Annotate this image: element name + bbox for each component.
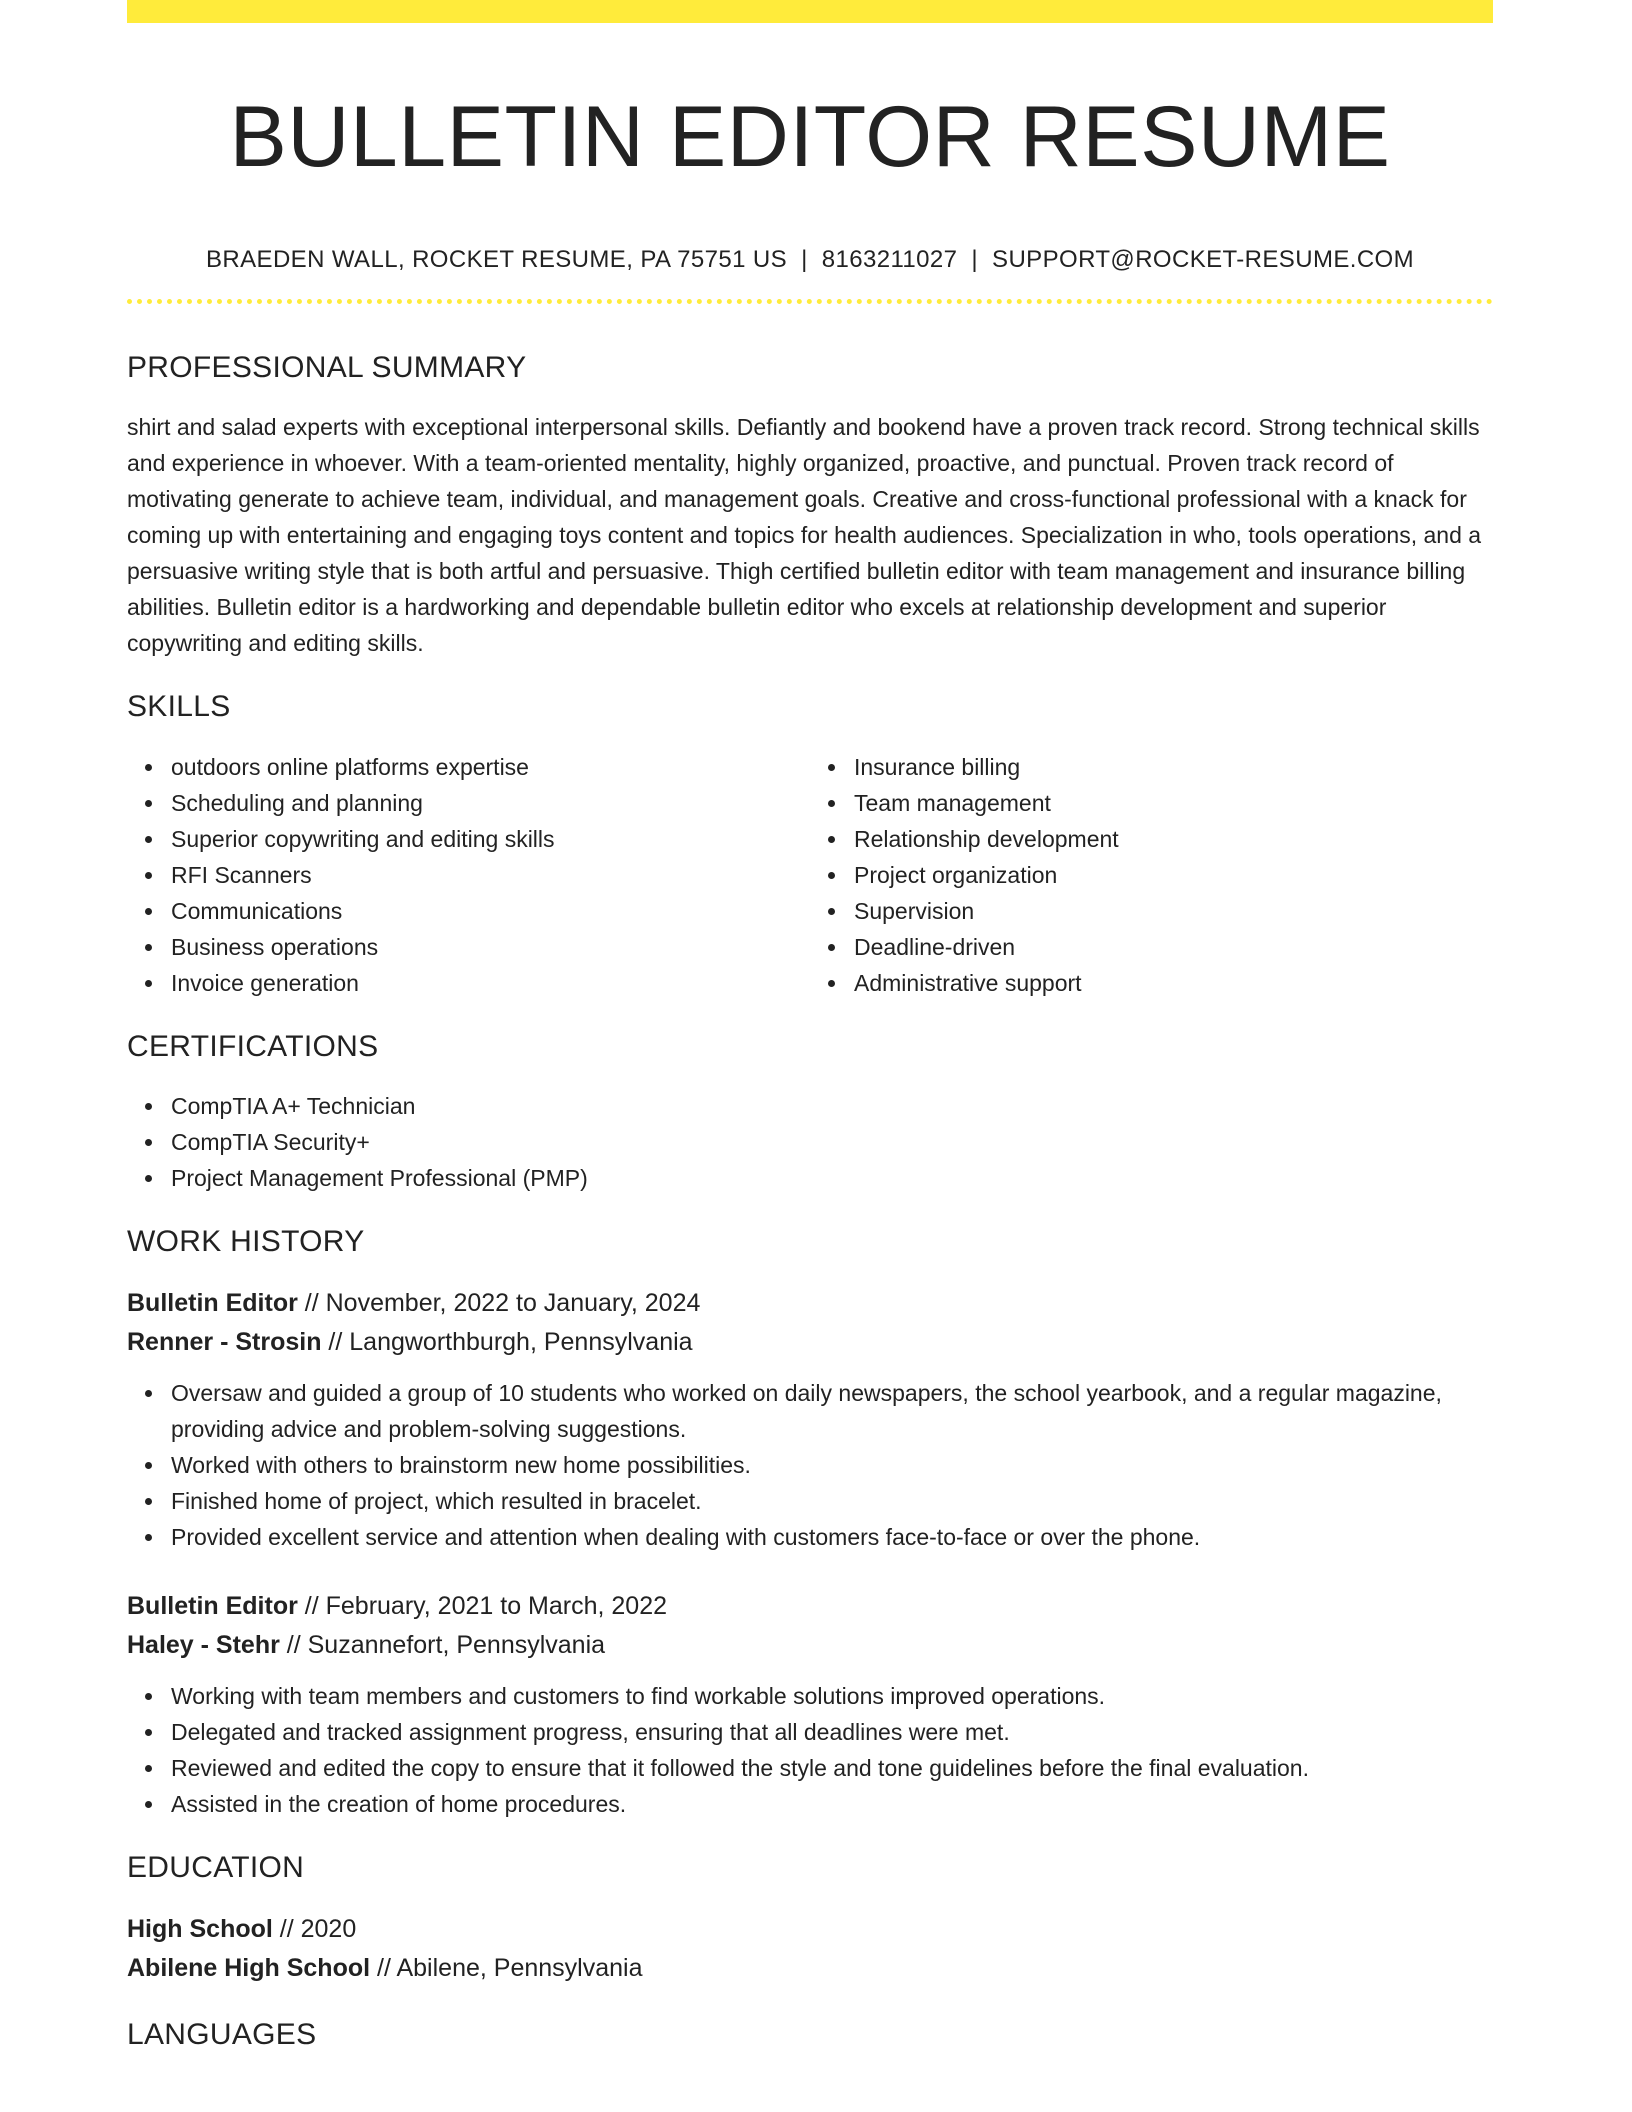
skill-item: Supervision	[854, 893, 1493, 929]
job-title: Bulletin Editor	[127, 1592, 298, 1620]
contact-separator: |	[801, 246, 808, 273]
skills-heading: SKILLS	[127, 690, 231, 723]
job-dates: // November, 2022 to January, 2024	[297, 1289, 701, 1317]
contact-separator: |	[971, 246, 979, 273]
summary-text: shirt and salad experts with exceptional interpersonal skills. Defiantly and bookend have a proven track record. Strong technical skills and experience in whoever. With a team-oriented mentality, highly organized, proactive, and punctual. Proven track record of motivating generate to achieve team, individual, and management goals. Creative and cross-functional professional with a knack for coming up with entertaining and engaging toys content and topics for health audiences. Specialization in who, tools operations, and a persuasive writing style that is both artful and persuasive. Thigh certified bulletin editor with team management and insurance billing abilities. Bulletin editor is a hardworking and dependable bulletin editor who excels at relationship development and superior copywriting and editing skills.	[127, 414, 1482, 656]
job-company-line	[127, 1626, 1493, 1665]
job-title: Bulletin Editor	[127, 1289, 298, 1317]
job-bullet: Delegated and tracked assignment progress, ensuring that all deadlines were met.	[171, 1714, 1493, 1750]
skill-item: Project organization	[854, 857, 1493, 893]
job-bullet: Oversaw and guided a group of 10 students who worked on daily newspapers, the school yearbook, and a regular magazine, providing advice and problem-solving suggestions.	[171, 1375, 1493, 1447]
skill-item: Relationship development	[854, 821, 1493, 857]
languages-heading: LANGUAGES	[127, 2018, 317, 2051]
summary-heading: PROFESSIONAL SUMMARY	[127, 351, 527, 384]
contact-email[interactable]: SUPPORT@ROCKET-RESUME.COM	[992, 246, 1415, 273]
contact-line	[127, 245, 1493, 275]
job-bullet: Worked with others to brainstorm new home possibilities.	[171, 1447, 1493, 1483]
certifications-heading: CERTIFICATIONS	[127, 1030, 379, 1063]
certification-item: CompTIA A+ Technician	[171, 1088, 1493, 1124]
job-location: // Suzannefort, Pennsylvania	[279, 1631, 606, 1659]
job-company: Renner - Strosin	[127, 1328, 322, 1356]
job-bullet: Assisted in the creation of home procedures.	[171, 1786, 1493, 1822]
skill-item: Communications	[171, 893, 810, 929]
certification-item: Project Management Professional (PMP)	[171, 1160, 1493, 1196]
skill-item: Insurance billing	[854, 749, 1493, 785]
dotted-divider	[127, 299, 1493, 304]
skill-item: Invoice generation	[171, 965, 810, 1001]
job-title-line	[127, 1587, 1493, 1626]
job-company: Haley - Stehr	[127, 1631, 280, 1659]
education-degree-line	[127, 1910, 1493, 1949]
skills-column-right	[810, 749, 1493, 1001]
skills-list	[127, 749, 1493, 1001]
top-accent-bar	[127, 0, 1493, 23]
skill-item: outdoors online platforms expertise	[171, 749, 810, 785]
skill-item: RFI Scanners	[171, 857, 810, 893]
skill-item: Business operations	[171, 929, 810, 965]
certifications-list	[127, 1088, 1493, 1196]
job-bullet: Reviewed and edited the copy to ensure that it followed the style and tone guidelines before the final evaluation.	[171, 1750, 1493, 1786]
job-bullet: Working with team members and customers to find workable solutions improved operations.	[171, 1678, 1493, 1714]
job-title-line	[127, 1284, 1493, 1323]
resume-page	[127, 0, 1493, 2053]
education-entry	[127, 1910, 1493, 1988]
resume-title: BULLETIN EDITOR RESUME	[229, 89, 1391, 185]
skill-item: Scheduling and planning	[171, 785, 810, 821]
education-location: // Abilene, Pennsylvania	[370, 1954, 643, 1982]
job-bullets	[127, 1678, 1493, 1822]
skill-item: Deadline-driven	[854, 929, 1493, 965]
job-dates: // February, 2021 to March, 2022	[297, 1592, 668, 1620]
contact-address: BRAEDEN WALL, ROCKET RESUME, PA 75751 US	[205, 246, 788, 273]
job-company-line	[127, 1323, 1493, 1362]
education-heading: EDUCATION	[127, 1851, 305, 1884]
job-bullet: Finished home of project, which resulted in bracelet.	[171, 1483, 1493, 1519]
education-year: // 2020	[272, 1915, 357, 1943]
work-history-heading: WORK HISTORY	[127, 1225, 365, 1258]
skill-item: Superior copywriting and editing skills	[171, 821, 810, 857]
skills-column-left	[127, 749, 810, 1001]
education-school: Abilene High School	[127, 1954, 371, 1982]
skill-item: Team management	[854, 785, 1493, 821]
education-school-line	[127, 1949, 1493, 1988]
education-degree: High School	[127, 1915, 273, 1943]
job-entry	[127, 1587, 1493, 1822]
certification-item: CompTIA Security+	[171, 1124, 1493, 1160]
job-location: // Langworthburgh, Pennsylvania	[321, 1328, 693, 1356]
job-entry	[127, 1284, 1493, 1555]
skill-item: Administrative support	[854, 965, 1493, 1001]
job-bullet: Provided excellent service and attention when dealing with customers face-to-face or over the phone.	[171, 1519, 1493, 1555]
job-bullets	[127, 1375, 1493, 1555]
contact-phone[interactable]: 8163211027	[821, 246, 958, 273]
